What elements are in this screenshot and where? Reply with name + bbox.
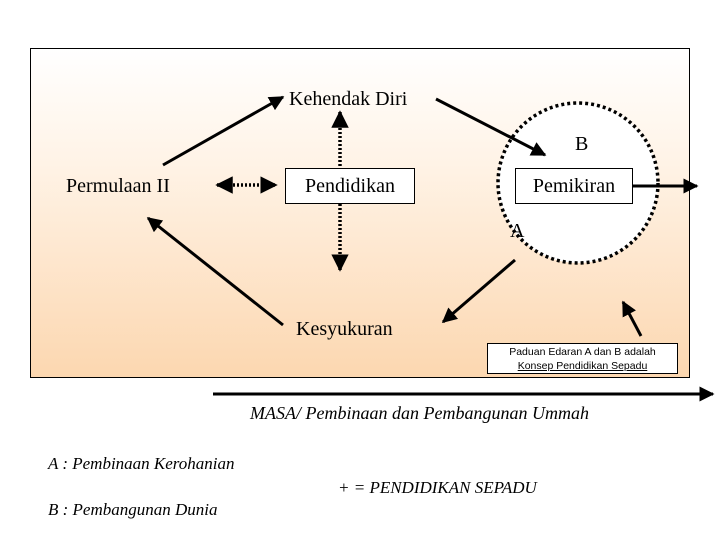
timeline-label: MASA/ Pembinaan dan Pembangunan Ummah [250,403,589,423]
arrow-kesyukuran-to-permulaan [148,218,283,325]
node-pemikiran: Pemikiran [515,168,633,204]
legend-b: B : Pembangunan Dunia [48,500,218,519]
node-permulaan: Permulaan II [66,175,170,197]
label-b: B [575,133,589,155]
legend-a: A : Pembinaan Kerohanian [48,454,235,473]
node-pendidikan: Pendidikan [285,168,415,204]
node-kesyukuran: Kesyukuran [296,318,393,340]
legend-formula: + = PENDIDIKAN SEPADU [338,478,537,497]
label-a: A [510,220,525,242]
note-line-2: Konsep Pendidikan Sepadu [517,360,648,372]
node-kehendak-diri: Kehendak Diri [289,88,408,110]
arrow-a-to-kesyukuran [443,260,515,322]
note-box [487,343,678,374]
note-line-1: Paduan Edaran A dan B adalah [509,346,656,358]
arrow-note-to-circle [623,302,641,336]
arrow-permulaan-to-kehendak [163,97,283,165]
